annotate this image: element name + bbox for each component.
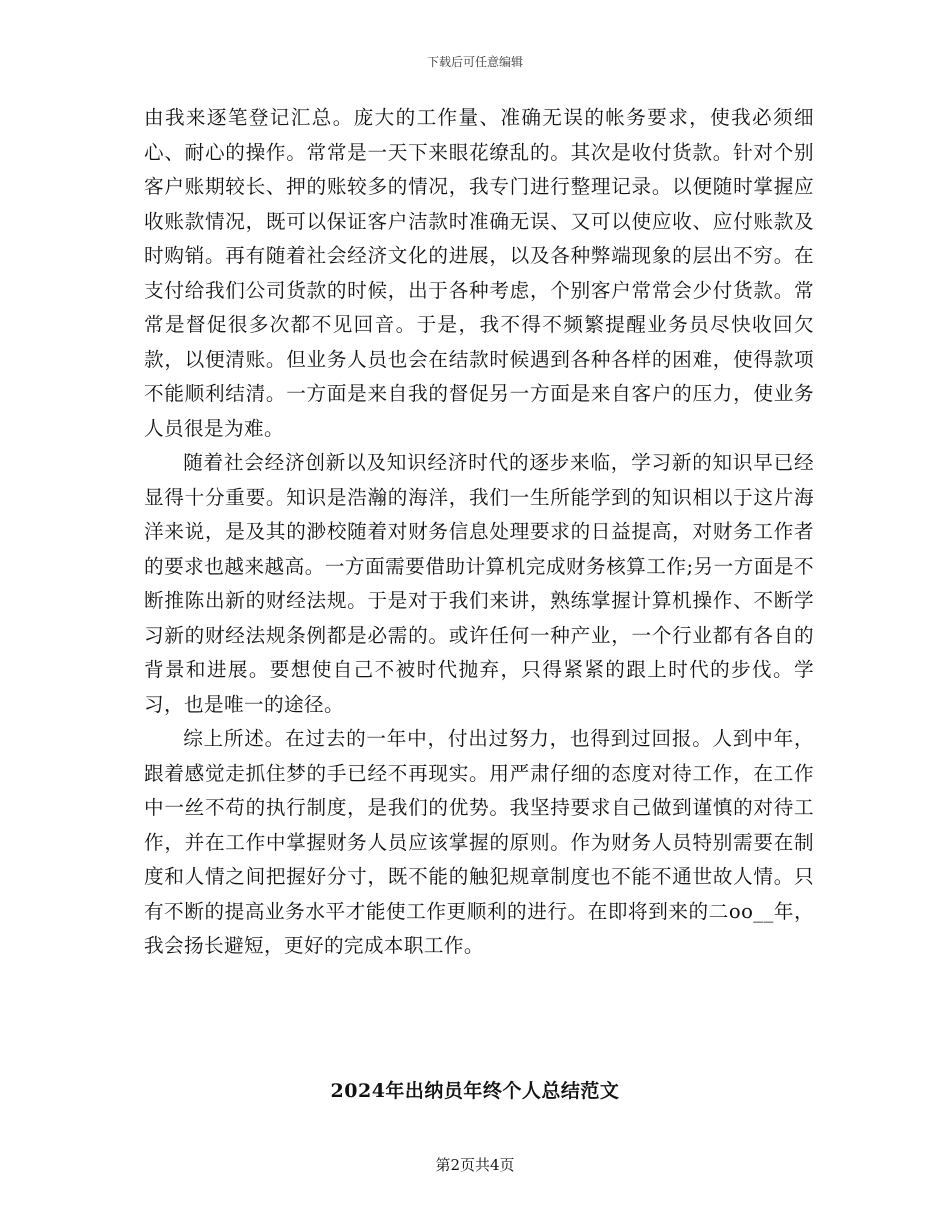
document-body — [144, 101, 814, 964]
paragraph-1: 由我来逐笔登记汇总。庞大的工作量、准确无误的帐务要求，使我必须细心、耐心的操作。常常是一天下来眼花缭乱的。其次是收付货款。针对个别客户账期较长、押的账较多的情况，我专门进行整理记录。以便随时掌握应收账款情况，既可以保证客户洁款时准确无误、又可以使应收、应付账款及时购销。再有随着社会经济文化的进展，以及各种弊端现象的层出不穷。在支付给我们公司货款的时候，出于各种考虑，个别客户常常会少付货款。常常是督促很多次都不见回音。于是，我不得不频繁提醒业务员尽快收回欠款，以便清账。但业务人员也会在结款时候遇到各种各样的困难，使得款项不能顺利结清。一方面是来自我的督促另一方面是来自客户的压力，使业务人员很是为难。 — [144, 106, 814, 440]
paragraph-2: 随着社会经济创新以及知识经济时代的逐步来临，学习新的知识早已经显得十分重要。知识是浩瀚的海洋，我们一生所能学到的知识相以于这片海洋来说，是及其的渺校随着对财务信息处理要求的日益提高，对财务工作者的要求也越来越高。一方面需要借助计算机完成财务核算工作;另一方面是不断推陈出新的财经法规。于是对于我们来讲，熟练掌握计算机操作、不断学习新的财经法规条例都是必需的。或许任何一种产业，一个行业都有各自的背景和进展。要想使自己不被时代抛弃，只得紧紧的跟上时代的步伐。学习，也是唯一的途径。 — [144, 451, 814, 716]
page-indicator: 第2页共4页 — [435, 1156, 515, 1174]
page-header-note: 下载后可任意编辑 — [426, 55, 523, 69]
paragraph-3: 综上所述。在过去的一年中，付出过努力，也得到过回报。人到中年，跟着感觉走抓住梦的手已经不再现实。用严肃仔细的态度对待工作，在工作中一丝不苟的执行制度，是我们的优势。我坚持要求自己做到谨慎的对待工作，并在工作中掌握财务人员应该掌握的原则。作为财务人员特别需要在制度和人情之间把握好分寸，既不能的触犯规章制度也不能不通世故人情。只有不断的提高业务水平才能使工作更顺利的进行。在即将到来的二oo__年，我会扬长避短，更好的完成本职工作。 — [144, 727, 814, 957]
section-title: 2024年出纳员年终个人总结范文 — [330, 1080, 620, 1102]
